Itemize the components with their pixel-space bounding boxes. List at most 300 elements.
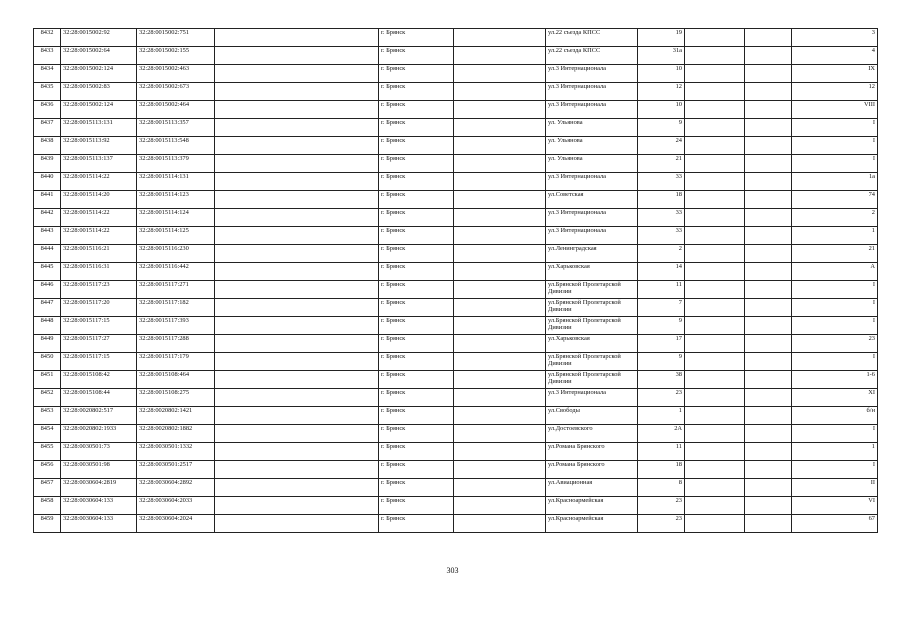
cell-street: ул.22 съезда КПСС (546, 29, 638, 47)
cell-empty (215, 173, 379, 191)
cell-house: 31а (638, 47, 685, 65)
cell-street: ул.3 Интернационала (546, 83, 638, 101)
cell-house: 1 (638, 407, 685, 425)
cell-cad-number: 32:28:0015002:673 (137, 83, 215, 101)
cell-num: 8450 (34, 353, 61, 371)
cell-cad-number: 32:28:0015116:442 (137, 263, 215, 281)
cell-street: ул.3 Интернационала (546, 65, 638, 83)
cell-cad-quarter: 32:28:0015114:22 (61, 209, 137, 227)
cell-cad-number: 32:28:0030604:2033 (137, 497, 215, 515)
cell-cad-quarter: 32:28:0015002:124 (61, 101, 137, 119)
cell-city: г. Брянск (379, 299, 454, 317)
table-row (34, 65, 878, 83)
cell-empty (685, 479, 745, 497)
cell-cad-number: 32:28:0015117:179 (137, 353, 215, 371)
cell-empty (215, 137, 379, 155)
cell-num: 8448 (34, 317, 61, 335)
cell-empty (685, 137, 745, 155)
cell-empty (745, 227, 792, 245)
cell-cad-quarter: 32:28:0015117:27 (61, 335, 137, 353)
cell-empty (215, 479, 379, 497)
cell-cad-quarter: 32:28:0030604:133 (61, 497, 137, 515)
cell-street: ул.Романа Брянского (546, 443, 638, 461)
cell-street: ул.Брянской Пролетарской Дивизии (546, 281, 638, 299)
cell-cad-quarter: 32:28:0015114:22 (61, 227, 137, 245)
cell-flat: 4 (792, 47, 878, 65)
cell-city: г. Брянск (379, 389, 454, 407)
cell-empty (454, 209, 546, 227)
cell-flat: II (792, 479, 878, 497)
cell-house: 24 (638, 137, 685, 155)
cell-num: 8438 (34, 137, 61, 155)
cell-empty (745, 47, 792, 65)
cell-cad-number: 32:28:0015113:379 (137, 155, 215, 173)
cell-cad-number: 32:28:0030501:2517 (137, 461, 215, 479)
cell-empty (454, 497, 546, 515)
cell-empty (685, 299, 745, 317)
cell-street: ул. Ульянова (546, 137, 638, 155)
cell-empty (685, 443, 745, 461)
cell-empty (745, 497, 792, 515)
cell-cad-quarter: 32:28:0030501:98 (61, 461, 137, 479)
cell-empty (685, 371, 745, 389)
cell-cad-number: 32:28:0015117:271 (137, 281, 215, 299)
cell-house: 38 (638, 371, 685, 389)
cell-empty (685, 209, 745, 227)
table-row (34, 119, 878, 137)
cell-empty (685, 281, 745, 299)
cell-empty (685, 335, 745, 353)
cell-cad-number: 32:28:0015002:463 (137, 65, 215, 83)
cell-empty (745, 335, 792, 353)
cell-flat: б/н (792, 407, 878, 425)
cell-empty (745, 515, 792, 533)
table-row (34, 227, 878, 245)
cell-street: ул.3 Интернационала (546, 209, 638, 227)
cell-flat: I (792, 425, 878, 443)
cell-flat: I (792, 317, 878, 335)
cell-empty (745, 263, 792, 281)
cell-empty (454, 515, 546, 533)
cell-street: ул. Ульянова (546, 119, 638, 137)
cell-empty (454, 299, 546, 317)
cell-num: 8437 (34, 119, 61, 137)
cell-num: 8443 (34, 227, 61, 245)
cell-flat: I (792, 353, 878, 371)
table-row (34, 263, 878, 281)
table-row (34, 407, 878, 425)
cell-empty (745, 137, 792, 155)
table-row (34, 209, 878, 227)
cell-num: 8449 (34, 335, 61, 353)
cell-house: 9 (638, 317, 685, 335)
cell-flat: 1 (792, 227, 878, 245)
cell-cad-number: 32:28:0015113:548 (137, 137, 215, 155)
cell-num: 8457 (34, 479, 61, 497)
cell-city: г. Брянск (379, 137, 454, 155)
cell-house: 18 (638, 191, 685, 209)
cell-house: 14 (638, 263, 685, 281)
cell-empty (454, 335, 546, 353)
cell-cad-quarter: 32:28:0015002:83 (61, 83, 137, 101)
cell-street: ул.Харьковская (546, 263, 638, 281)
cell-house: 9 (638, 353, 685, 371)
cell-cad-quarter: 32:28:0015113:92 (61, 137, 137, 155)
cell-flat: I (792, 461, 878, 479)
cell-street: ул.Ленинградская (546, 245, 638, 263)
cell-empty (454, 191, 546, 209)
cell-city: г. Брянск (379, 443, 454, 461)
cell-num: 8451 (34, 371, 61, 389)
cell-city: г. Брянск (379, 371, 454, 389)
cell-city: г. Брянск (379, 83, 454, 101)
table-row (34, 497, 878, 515)
cell-empty (745, 281, 792, 299)
cell-empty (215, 407, 379, 425)
cell-empty (215, 461, 379, 479)
cell-city: г. Брянск (379, 155, 454, 173)
cell-empty (454, 137, 546, 155)
cell-city: г. Брянск (379, 191, 454, 209)
table-row (34, 389, 878, 407)
cell-empty (745, 479, 792, 497)
cell-empty (215, 281, 379, 299)
cell-street: ул.3 Интернационала (546, 101, 638, 119)
cell-num: 8456 (34, 461, 61, 479)
cell-num: 8458 (34, 497, 61, 515)
cell-house: 12 (638, 83, 685, 101)
page-number: 303 (446, 566, 459, 575)
cell-empty (685, 101, 745, 119)
cell-empty (745, 389, 792, 407)
cell-empty (685, 83, 745, 101)
cell-num: 8445 (34, 263, 61, 281)
cell-empty (454, 443, 546, 461)
cell-empty (745, 155, 792, 173)
cell-flat: VI (792, 497, 878, 515)
cell-city: г. Брянск (379, 461, 454, 479)
cell-house: 21 (638, 155, 685, 173)
cell-street: ул.Брянской Пролетарской Дивизии (546, 299, 638, 317)
cell-empty (745, 353, 792, 371)
cell-empty (745, 443, 792, 461)
cell-empty (685, 227, 745, 245)
cell-empty (454, 371, 546, 389)
cell-num: 8446 (34, 281, 61, 299)
cell-num: 8452 (34, 389, 61, 407)
cell-empty (685, 407, 745, 425)
cell-empty (215, 515, 379, 533)
cell-city: г. Брянск (379, 101, 454, 119)
cell-cad-quarter: 32:28:0015002:92 (61, 29, 137, 47)
cell-flat: 21 (792, 245, 878, 263)
cell-house: 11 (638, 281, 685, 299)
table-row (34, 353, 878, 371)
cell-cad-quarter: 32:28:0015113:137 (61, 155, 137, 173)
cell-house: 11 (638, 443, 685, 461)
cell-empty (685, 173, 745, 191)
cell-empty (454, 389, 546, 407)
cell-street: ул.Брянской Пролетарской Дивизии (546, 353, 638, 371)
cell-empty (454, 407, 546, 425)
cell-cad-number: 32:28:0015113:357 (137, 119, 215, 137)
cell-empty (745, 191, 792, 209)
cell-street: ул.3 Интернационала (546, 389, 638, 407)
cell-num: 8439 (34, 155, 61, 173)
cell-empty (215, 497, 379, 515)
cell-num: 8453 (34, 407, 61, 425)
cell-empty (215, 101, 379, 119)
table-row (34, 515, 878, 533)
cell-cad-number: 32:28:0015114:124 (137, 209, 215, 227)
cell-flat: IX (792, 65, 878, 83)
cell-cad-quarter: 32:28:0015117:15 (61, 317, 137, 335)
cell-empty (454, 281, 546, 299)
cell-flat: 1 (792, 443, 878, 461)
cell-house: 23 (638, 515, 685, 533)
table-row (34, 299, 878, 317)
cell-flat: 2 (792, 209, 878, 227)
cell-empty (454, 317, 546, 335)
cell-empty (685, 461, 745, 479)
cell-empty (454, 83, 546, 101)
cell-cad-quarter: 32:28:0020802:1933 (61, 425, 137, 443)
cell-empty (454, 29, 546, 47)
cell-empty (454, 119, 546, 137)
cell-city: г. Брянск (379, 425, 454, 443)
cell-empty (685, 425, 745, 443)
cell-empty (685, 155, 745, 173)
cell-empty (745, 245, 792, 263)
cell-cad-number: 32:28:0015114:125 (137, 227, 215, 245)
cell-house: 33 (638, 227, 685, 245)
cell-city: г. Брянск (379, 497, 454, 515)
cell-empty (215, 191, 379, 209)
cell-cad-quarter: 32:28:0015108:44 (61, 389, 137, 407)
cell-house: 7 (638, 299, 685, 317)
cell-city: г. Брянск (379, 47, 454, 65)
cell-num: 8432 (34, 29, 61, 47)
cell-empty (685, 119, 745, 137)
cell-cad-quarter: 32:28:0015113:131 (61, 119, 137, 137)
cell-empty (215, 119, 379, 137)
cell-empty (454, 353, 546, 371)
cell-city: г. Брянск (379, 515, 454, 533)
cell-city: г. Брянск (379, 479, 454, 497)
cell-empty (215, 317, 379, 335)
cell-empty (215, 47, 379, 65)
cell-cad-quarter: 32:28:0015116:31 (61, 263, 137, 281)
cell-empty (745, 209, 792, 227)
cell-empty (745, 83, 792, 101)
cell-empty (215, 29, 379, 47)
cell-cad-number: 32:28:0020802:1421 (137, 407, 215, 425)
cell-empty (454, 263, 546, 281)
cell-street: ул.Советская (546, 191, 638, 209)
cell-flat: I (792, 137, 878, 155)
cell-empty (685, 65, 745, 83)
cell-flat: I (792, 155, 878, 173)
cell-empty (215, 371, 379, 389)
cell-flat: 1-6 (792, 371, 878, 389)
cell-city: г. Брянск (379, 263, 454, 281)
cell-street: ул.Красноармейская (546, 515, 638, 533)
cell-empty (215, 299, 379, 317)
cell-cad-number: 32:28:0020802:1882 (137, 425, 215, 443)
cell-num: 8447 (34, 299, 61, 317)
cell-num: 8435 (34, 83, 61, 101)
cell-empty (685, 191, 745, 209)
table-row (34, 479, 878, 497)
cell-empty (745, 65, 792, 83)
cell-house: 23 (638, 497, 685, 515)
cell-empty (215, 65, 379, 83)
cell-cad-number: 32:28:0015002:751 (137, 29, 215, 47)
cell-empty (215, 155, 379, 173)
cell-house: 17 (638, 335, 685, 353)
cell-cad-quarter: 32:28:0015117:20 (61, 299, 137, 317)
cell-cad-number: 32:28:0030604:2892 (137, 479, 215, 497)
cell-house: 33 (638, 173, 685, 191)
cell-house: 2А (638, 425, 685, 443)
cell-city: г. Брянск (379, 29, 454, 47)
cell-street: ул.3 Интернационала (546, 227, 638, 245)
cell-num: 8441 (34, 191, 61, 209)
cell-street: ул. Ульянова (546, 155, 638, 173)
cell-cad-quarter: 32:28:0015114:20 (61, 191, 137, 209)
cell-empty (454, 47, 546, 65)
table-row (34, 245, 878, 263)
cell-empty (215, 83, 379, 101)
cell-empty (454, 245, 546, 263)
cell-cad-quarter: 32:28:0020802:517 (61, 407, 137, 425)
cell-empty (745, 461, 792, 479)
cell-cad-quarter: 32:28:0015117:15 (61, 353, 137, 371)
table-row (34, 317, 878, 335)
cell-street: ул.Авиационная (546, 479, 638, 497)
cell-street: ул.Достоевского (546, 425, 638, 443)
cell-city: г. Брянск (379, 209, 454, 227)
table-row (34, 173, 878, 191)
cell-cad-quarter: 32:28:0015002:124 (61, 65, 137, 83)
cell-city: г. Брянск (379, 353, 454, 371)
cell-cad-number: 32:28:0015117:393 (137, 317, 215, 335)
cell-empty (745, 119, 792, 137)
cell-cad-quarter: 32:28:0015002:64 (61, 47, 137, 65)
cell-num: 8433 (34, 47, 61, 65)
cell-city: г. Брянск (379, 317, 454, 335)
cell-cad-number: 32:28:0015108:464 (137, 371, 215, 389)
cell-empty (745, 317, 792, 335)
cell-empty (215, 389, 379, 407)
cell-num: 8434 (34, 65, 61, 83)
registry-table (33, 28, 878, 533)
cell-num: 8442 (34, 209, 61, 227)
cell-cad-number: 32:28:0015108:275 (137, 389, 215, 407)
cell-flat: XI (792, 389, 878, 407)
cell-street: ул.Свободы (546, 407, 638, 425)
cell-city: г. Брянск (379, 281, 454, 299)
cell-cad-quarter: 32:28:0015114:22 (61, 173, 137, 191)
cell-empty (454, 101, 546, 119)
table-row (34, 371, 878, 389)
table-row (34, 155, 878, 173)
cell-cad-number: 32:28:0015117:182 (137, 299, 215, 317)
cell-city: г. Брянск (379, 245, 454, 263)
cell-house: 10 (638, 65, 685, 83)
table-row (34, 137, 878, 155)
cell-empty (745, 299, 792, 317)
cell-empty (685, 47, 745, 65)
cell-house: 9 (638, 119, 685, 137)
cell-num: 8455 (34, 443, 61, 461)
cell-num: 8436 (34, 101, 61, 119)
cell-cad-number: 32:28:0015117:288 (137, 335, 215, 353)
cell-house: 8 (638, 479, 685, 497)
cell-empty (215, 353, 379, 371)
cell-city: г. Брянск (379, 173, 454, 191)
cell-num: 8454 (34, 425, 61, 443)
table-row (34, 335, 878, 353)
cell-cad-number: 32:28:0030604:2024 (137, 515, 215, 533)
cell-empty (215, 443, 379, 461)
table-row (34, 191, 878, 209)
table-row (34, 443, 878, 461)
cell-cad-number: 32:28:0030501:1332 (137, 443, 215, 461)
cell-flat: 67 (792, 515, 878, 533)
cell-house: 33 (638, 209, 685, 227)
cell-house: 2 (638, 245, 685, 263)
cell-empty (454, 425, 546, 443)
cell-street: ул.22 съезда КПСС (546, 47, 638, 65)
table-row (34, 101, 878, 119)
cell-empty (685, 245, 745, 263)
cell-num: 8444 (34, 245, 61, 263)
cell-empty (454, 155, 546, 173)
cell-street: ул.3 Интернационала (546, 173, 638, 191)
cell-flat: VIII (792, 101, 878, 119)
table-row (34, 425, 878, 443)
table-row (34, 83, 878, 101)
cell-empty (454, 479, 546, 497)
cell-flat: I (792, 119, 878, 137)
cell-city: г. Брянск (379, 119, 454, 137)
cell-cad-quarter: 32:28:0015117:23 (61, 281, 137, 299)
cell-empty (745, 407, 792, 425)
cell-house: 23 (638, 389, 685, 407)
cell-flat: 3 (792, 29, 878, 47)
table-row (34, 47, 878, 65)
cell-num: 8440 (34, 173, 61, 191)
cell-house: 18 (638, 461, 685, 479)
cell-cad-number: 32:28:0015002:464 (137, 101, 215, 119)
cell-empty (685, 515, 745, 533)
cell-city: г. Брянск (379, 407, 454, 425)
cell-empty (745, 29, 792, 47)
cell-empty (454, 65, 546, 83)
cell-city: г. Брянск (379, 65, 454, 83)
cell-flat: 1а (792, 173, 878, 191)
cell-num: 8459 (34, 515, 61, 533)
cell-flat: I (792, 281, 878, 299)
cell-empty (685, 497, 745, 515)
cell-empty (685, 29, 745, 47)
cell-cad-number: 32:28:0015116:230 (137, 245, 215, 263)
cell-empty (454, 461, 546, 479)
cell-city: г. Брянск (379, 227, 454, 245)
cell-cad-number: 32:28:0015114:131 (137, 173, 215, 191)
cell-cad-number: 32:28:0015002:155 (137, 47, 215, 65)
